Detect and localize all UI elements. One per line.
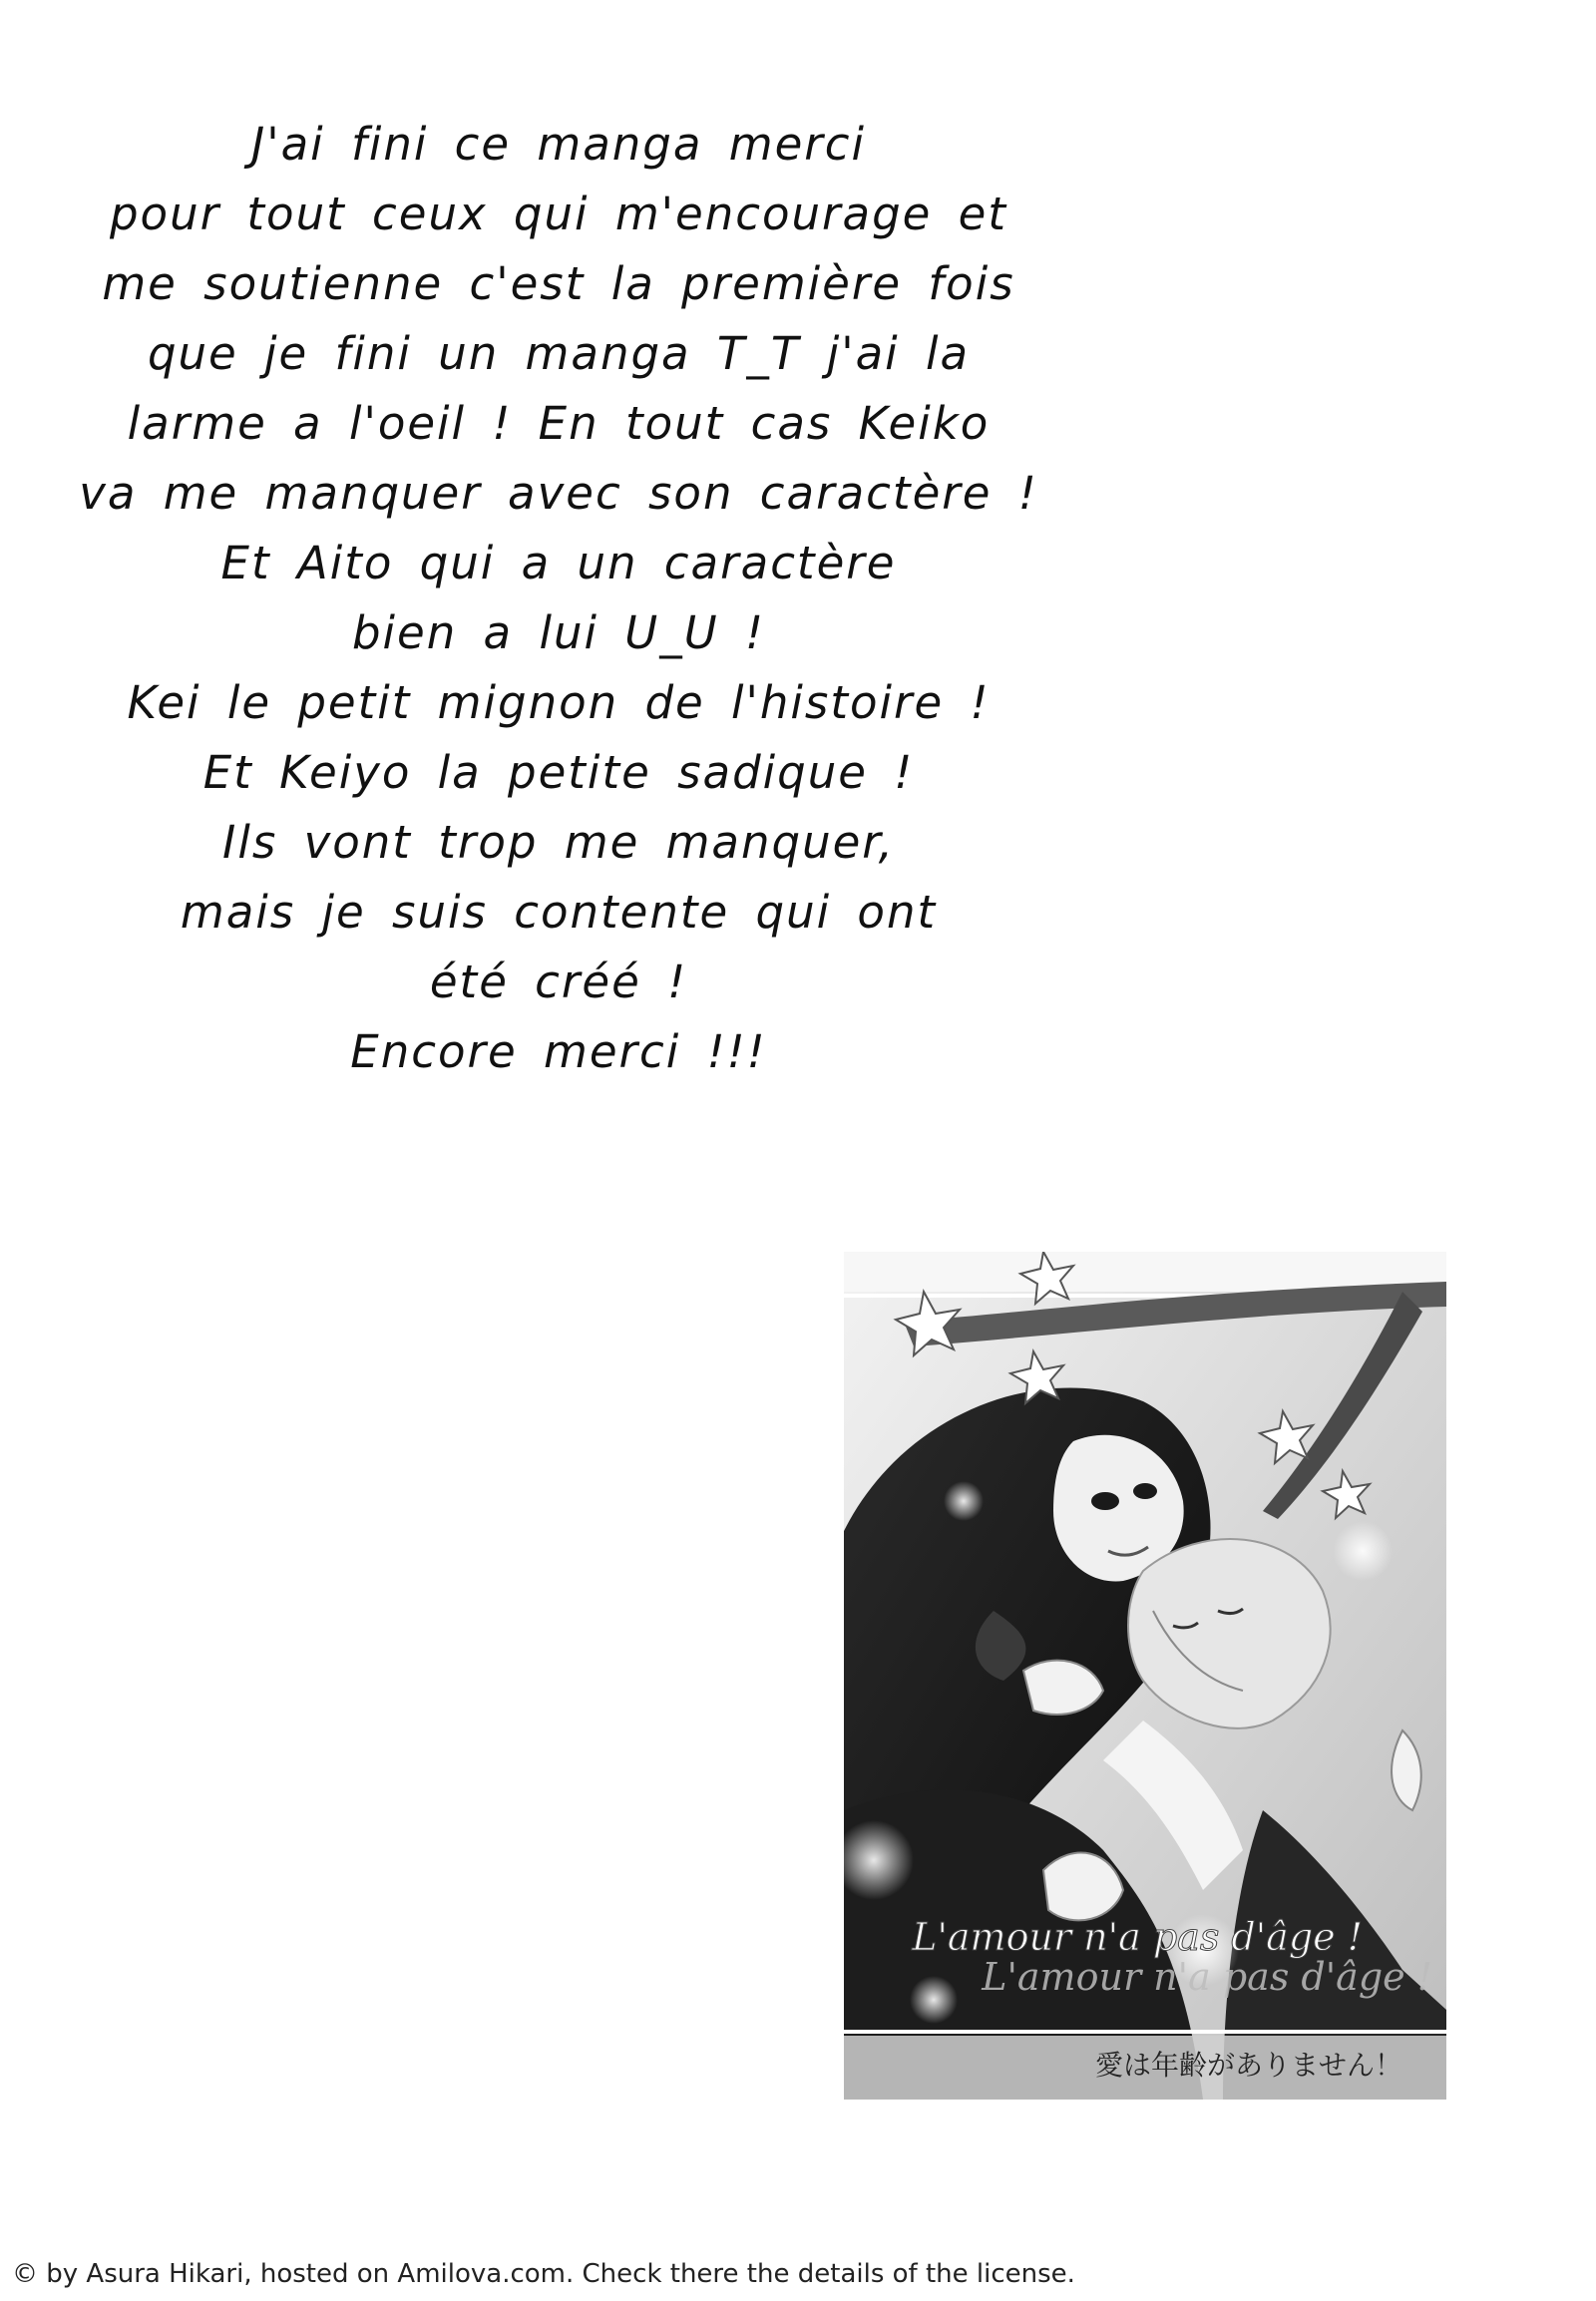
message-line: Et Aito qui a un caractère bbox=[220, 537, 897, 589]
message-line: pour tout ceux qui m'encourage et bbox=[109, 188, 1007, 240]
cover-artwork bbox=[844, 1252, 1446, 2100]
message-line: Encore merci !!! bbox=[350, 1025, 767, 1078]
manga-cover-illustration bbox=[844, 1252, 1446, 2100]
message-line: Et Keiyo la petite sadique ! bbox=[202, 746, 915, 799]
message-text-block bbox=[60, 110, 1057, 1087]
message-line: J'ai fini ce manga merci bbox=[250, 118, 867, 171]
message-line: été créé ! bbox=[429, 956, 688, 1008]
copyright-footer: © by Asura Hikari, hosted on Amilova.com. Check there the details of the license. bbox=[12, 2259, 1075, 2289]
message-line: larme a l'oeil ! En tout cas Keiko bbox=[127, 397, 991, 450]
message-line: bien a lui U_U ! bbox=[351, 606, 765, 659]
message-line: que je fini un manga T_T j'ai la bbox=[147, 327, 971, 380]
cover-title: L'amour n'a pas d'âge ! bbox=[912, 1915, 1363, 1959]
message-line: va me manquer avec son caractère ! bbox=[79, 467, 1038, 520]
message-line: mais je suis contente qui ont bbox=[180, 886, 938, 939]
cover-title-shadow: L'amour n'a pas d'âge ! bbox=[982, 1955, 1432, 1999]
cover-subtitle-japanese: 愛は年齢がありません！ bbox=[1094, 2049, 1402, 2082]
message-line: me soutienne c'est la première fois bbox=[102, 257, 1015, 310]
message-line: Kei le petit mignon de l'histoire ! bbox=[127, 676, 991, 729]
message-line: Ils vont trop me manquer, bbox=[222, 816, 895, 869]
